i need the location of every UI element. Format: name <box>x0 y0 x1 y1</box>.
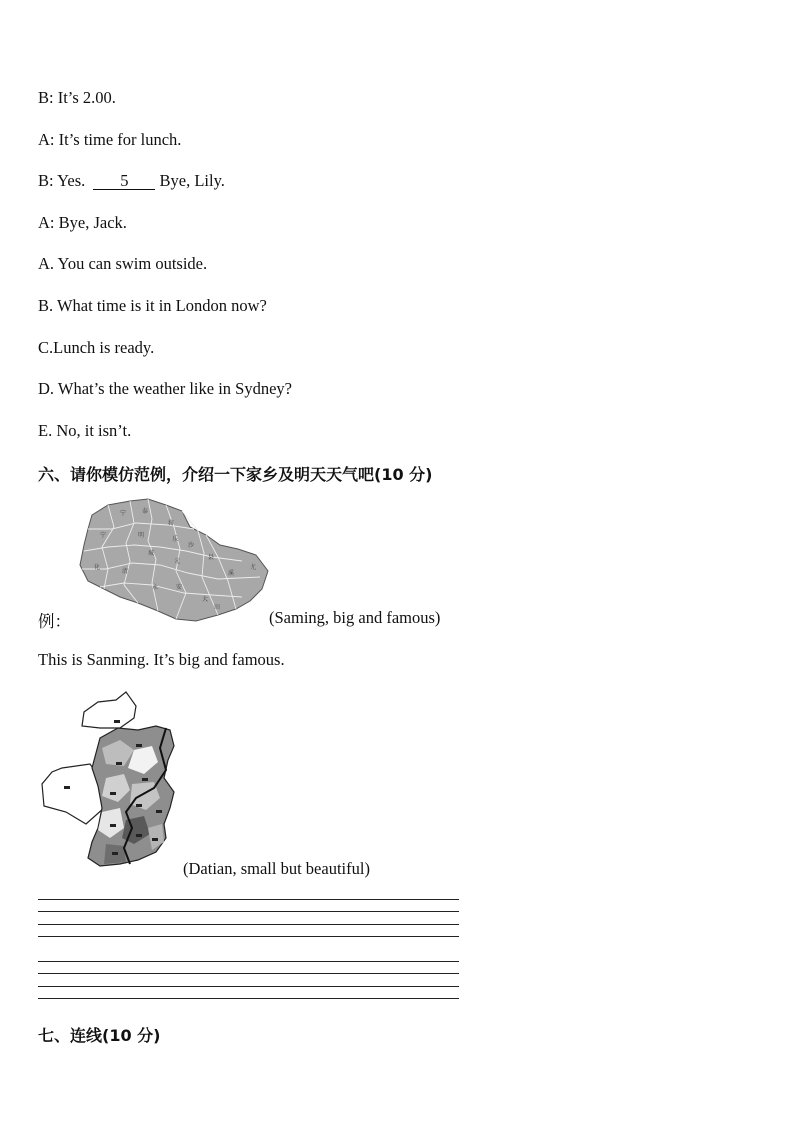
option-d: D. What’s the weather like in Sydney? <box>38 379 293 398</box>
dialogue-b-yes-prefix: B: Yes. <box>38 171 86 190</box>
dialogue-line-a-bye: A: Bye, Jack. <box>38 213 127 232</box>
writing-line[interactable] <box>38 986 459 987</box>
example-row <box>38 608 71 632</box>
svg-text:大: 大 <box>202 596 209 603</box>
dialogue-line-b-yes <box>38 171 225 191</box>
dialogue-b-yes-suffix: Bye, Lily. <box>159 171 225 190</box>
datian-map-image <box>40 688 185 872</box>
svg-text:宁: 宁 <box>100 532 107 539</box>
writing-line[interactable] <box>38 973 459 974</box>
task-hint: (Datian, small but beautiful) <box>183 859 370 878</box>
example-label: 例： <box>38 612 71 631</box>
svg-text:安: 安 <box>176 584 183 591</box>
dialogue-line-b-time: B: It’s 2.00. <box>38 88 116 107</box>
writing-line[interactable] <box>38 911 459 912</box>
svg-text:沙: 沙 <box>188 542 195 549</box>
svg-text:化: 化 <box>94 564 101 571</box>
option-e: E. No, it isn’t. <box>38 421 132 440</box>
svg-text:永: 永 <box>152 584 159 591</box>
option-a: A. You can swim outside. <box>38 254 208 273</box>
writing-line[interactable] <box>38 899 459 900</box>
svg-text:宁: 宁 <box>120 510 127 517</box>
svg-text:溪: 溪 <box>228 570 235 577</box>
svg-text:田: 田 <box>214 604 221 611</box>
sanming-map-image <box>78 497 270 625</box>
svg-text:城: 城 <box>148 550 155 557</box>
section7-heading: 七、连线(10 分) <box>38 1026 161 1045</box>
svg-text:乐: 乐 <box>172 536 179 543</box>
svg-text:尤: 尤 <box>250 564 257 571</box>
answer-blank-5[interactable]: 5 <box>93 172 155 190</box>
writing-line[interactable] <box>38 924 459 925</box>
svg-text:县: 县 <box>208 554 215 561</box>
svg-text:将: 将 <box>168 520 175 527</box>
writing-line[interactable] <box>38 998 459 999</box>
writing-line[interactable] <box>38 936 459 937</box>
option-c: C.Lunch is ready. <box>38 338 155 357</box>
writing-line[interactable] <box>38 961 459 962</box>
section6-heading: 六、请你模仿范例，介绍一下家乡及明天天气吧(10 分) <box>38 465 433 484</box>
example-hint: (Saming, big and famous) <box>269 608 441 627</box>
svg-text:泰: 泰 <box>142 508 149 515</box>
example-sentence: This is Sanming. It’s big and famous. <box>38 650 285 669</box>
svg-text:清: 清 <box>122 568 129 575</box>
option-b: B. What time is it in London now? <box>38 296 267 315</box>
svg-text:明: 明 <box>138 532 145 539</box>
dialogue-line-a-lunch: A: It’s time for lunch. <box>38 130 182 149</box>
svg-text:元: 元 <box>174 558 181 565</box>
